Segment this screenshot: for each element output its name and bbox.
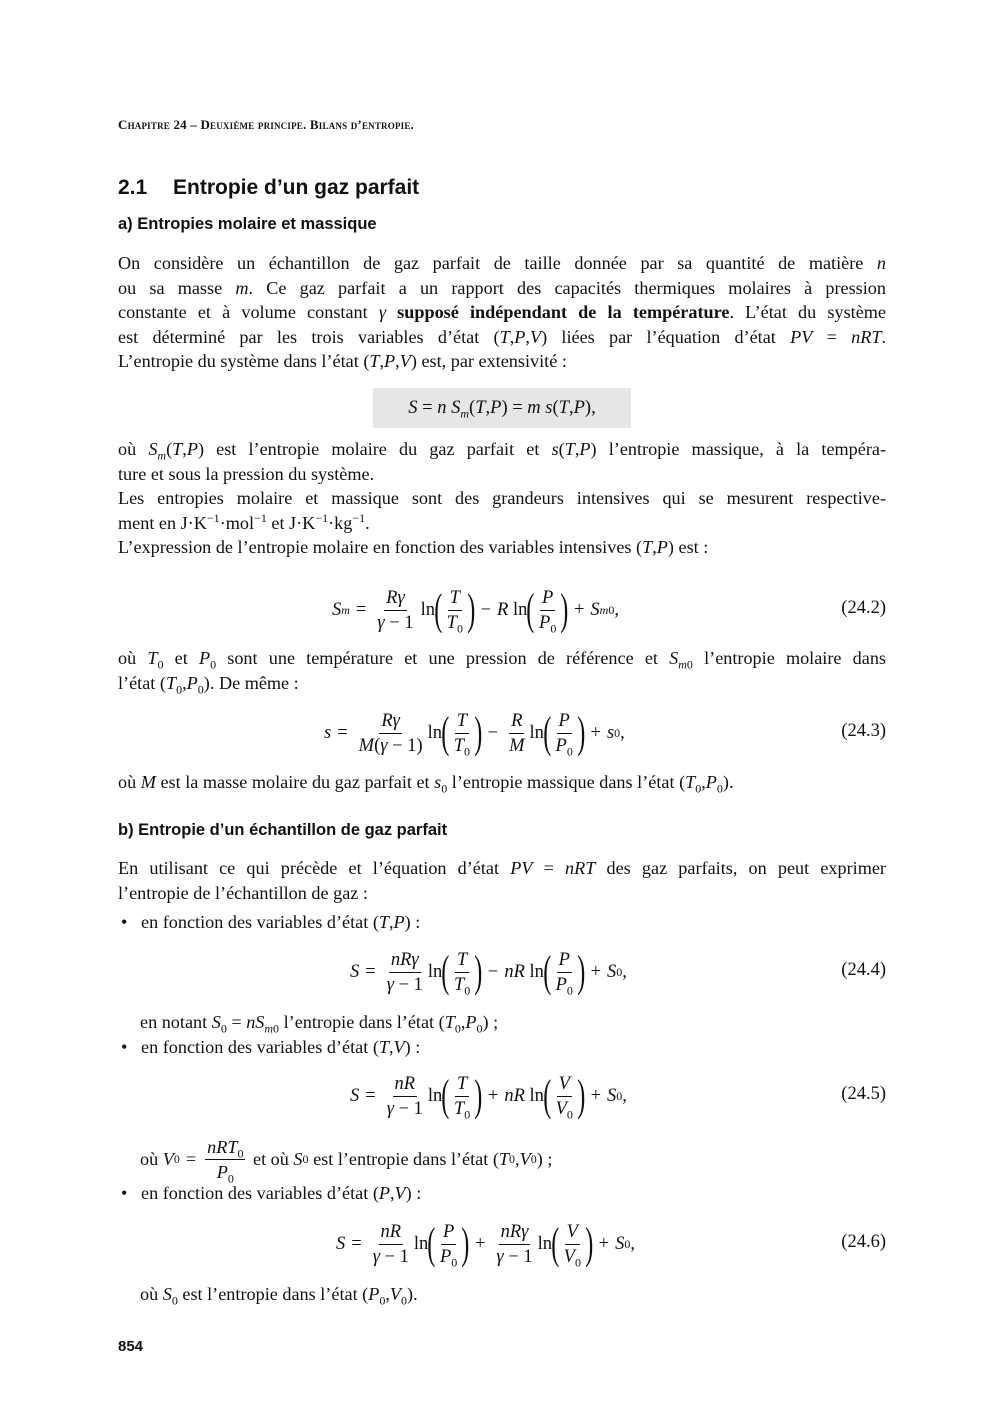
note1-a: en notant (140, 1012, 208, 1032)
note-s0-tp: en notant $S_0 = nS_{m0}$ l’entropie dans l’état $(T_0,P_0)$ ; (140, 1012, 499, 1036)
note2-c: est l’entropie dans l’état (313, 1148, 489, 1169)
p1-line5a: L’entropie du système dans l’état (118, 351, 359, 372)
page-number: 854 (118, 1338, 144, 1355)
subsection-b-heading: b) Entropie d’un échantillon de gaz parfait (118, 821, 448, 839)
note-s0-pv: où $S_0$ est l’entropie dans l’état $(P_0,V_0)$. (140, 1284, 418, 1308)
equation-24-2: S m = $\frac{R\gamma}{\gamma - 1}$ ln ( $\frac{T}{T_0}$ ) − R ln ( $\frac{P}{P_0}$ ) + S m0 , (24.2) (332, 585, 886, 636)
note3-a: où (140, 1284, 159, 1304)
p2-l1a: où (118, 439, 137, 459)
section-heading (118, 176, 419, 200)
bullet1-text: en fonction des variables d’état (141, 912, 369, 932)
equation-number-24-5: (24.5) (841, 1084, 886, 1104)
bullet-icon: • (121, 1037, 128, 1057)
p2-l4a: ment en J·K (118, 512, 207, 533)
bullet-item-tp: • en fonction des variables d’état (T,P) : (118, 910, 886, 935)
boxed-equation: S = n $S_m(T,P) = m$ s(T,P), (373, 388, 631, 428)
note3-b: est l’entropie dans l’état (182, 1284, 358, 1304)
p2-l4c: et J·K (271, 512, 316, 533)
p4-a: où (118, 772, 137, 792)
bullet-item-tv: • en fonction des variables d’état (T,V) : (118, 1035, 886, 1060)
paragraph-definitions: où $S_m(T,P)$ est l’entropie molaire du gaz parfait et s(T,P) l’entropie massique, à la tempéra- ture et sous la pression du système. Les entropies molaire et massique sont des grandeurs intensives qui se mesurent respective- ment en $J\cdot K^{-1}\cdot mol^{-1}$ et $J\cdot K^{-1}\cdot kg^{-1}$. L’expression de l’entropie molaire en fonction des variables intensives (T,P) est : (118, 439, 887, 558)
p4-b: est la masse molaire du gaz parfait et (160, 772, 430, 792)
p1-line2: ou sa masse (118, 277, 223, 298)
p1-bold-assumption: supposé indépendant de la température (397, 302, 730, 323)
p4-c: l’entropie massique dans l’état (451, 772, 675, 792)
equation-24-3: s = $\frac{R\gamma}{M(\gamma - 1)}$ ln ( $\frac{T}{T_0}$ ) − $\frac{R}{M}$ ln ( $\frac{P}{P_0}$ ) + s 0 , (24.3) (324, 708, 886, 759)
p1-line4a: est déterminé par les trois variables d’état (118, 326, 480, 347)
bullet2-text: en fonction des variables d’état (141, 1037, 369, 1057)
equation-number-24-6: (24.6) (841, 1232, 886, 1252)
paragraph-molar-mass: où M est la masse molaire du gaz parfait et $s_0$ l’entropie massique dans l’état $(T_0,P_0)$. (118, 772, 734, 796)
p1-line2b: . Ce gaz parfait a un rapport des capacités thermiques molaires à pression (248, 277, 886, 298)
paragraph-intro: On considère un échantillon de gaz parfait de taille donnée par sa quantité de matière n ou sa masse m. Ce gaz parfait a un rapport des capacités thermiques molaires à pression constante et à volume constant γ supposé indépendant de la température. L’état du système est déterminé par les trois variables d’état (T,P,V) liées par l’équation d’état PV = nRT. L’entropie du système dans l’état (T,P,V) est, par extensivité : (118, 253, 887, 372)
p3-l2b: . De même : (209, 672, 299, 693)
note-v0: où V 0 = $\frac{nRT_0}{P_0}$ et où S 0 est l’entropie dans l’état ( T 0 , V 0 ) ; (140, 1136, 553, 1186)
p2-l2: ture et sous la pression du système. (118, 463, 375, 484)
bullet3-text: en fonction des variables d’état (141, 1183, 369, 1203)
p1-line4b: liées par l’équation d’état (561, 326, 776, 347)
p2-l5b: est : (678, 537, 709, 558)
subsection-a-heading: a) Entropies molaire et massique (118, 215, 377, 233)
section-title: Entropie d’un gaz parfait (173, 176, 420, 199)
p3-l1a: où (118, 648, 137, 668)
p2-l1c: l’entropie massique, à la tempéra- (608, 439, 887, 459)
bullet-icon: • (121, 1183, 128, 1203)
section-number: 2.1 (118, 176, 148, 199)
p1-line5b: est, par extensivité : (421, 351, 567, 372)
equation-24-6: S = $\frac{nR}{\gamma - 1}$ ln ( $\frac{P}{P_0}$ ) + $\frac{\text{nRγ}}{\gamma - 1}$ ln ( $\frac{V}{V_0}$ ) + S 0 , (24.6) (336, 1219, 886, 1270)
p1-line3b: . L’état du système (729, 302, 886, 323)
equation-number-24-2: (24.2) (841, 598, 886, 618)
bullet-icon: • (121, 912, 128, 932)
bullet-item-pv: • en fonction des variables d’état (P,V) : (118, 1181, 886, 1206)
p2-l4b: ·mol (219, 512, 255, 533)
p2-l4d: ·kg (328, 512, 353, 533)
paragraph-sample: En utilisant ce qui précède et l’équation d’état PV = nRT des gaz parfaits, on peut exprimer l’entropie de l’échantillon de gaz : (118, 858, 886, 903)
p5-l1a: En utilisant ce qui précède et l’équation d’état (118, 858, 500, 878)
running-header (118, 117, 414, 133)
p3-l1b: et (174, 648, 188, 668)
p5-l2: l’entropie de l’échantillon de gaz : (118, 882, 368, 903)
equation-24-4: S = $\frac{\text{nRγ}}{\gamma - 1}$ ln ( $\frac{T}{T_0}$ ) − nR ln ( $\frac{P}{P_0}$ ) + S 0 , (24.4) (350, 947, 886, 998)
p5-l1b: des gaz parfaits, on peut exprimer (606, 858, 886, 878)
p3-l1d: l’entropie molaire dans (704, 648, 887, 668)
equation-24-5: S = $\frac{nR}{\gamma - 1}$ ln ( $\frac{T}{T_0}$ ) + nR ln ( $\frac{V}{V_0}$ ) + S 0 , (24.5) (350, 1071, 886, 1122)
equation-number-24-3: (24.3) (841, 721, 886, 741)
note1-b: l’entropie dans l’état (283, 1012, 435, 1032)
note2-a: où (140, 1148, 159, 1169)
p3-l2a: l’état (118, 672, 156, 693)
p3-l1c: sont une température et une pression de référence et (227, 648, 658, 668)
p2-l3: Les entropies molaire et massique sont des grandeurs intensives qui se mesurent respective- (118, 488, 886, 509)
p2-l1b: est l’entropie molaire du gaz parfait et (216, 439, 540, 459)
running-header-text: Chapitre 24 – Deuxième principe. Bilans d’entropie. (118, 117, 415, 132)
paragraph-reference: où $T_0$ et $P_0$ sont une température et une pression de référence et $S_{m0}$ l’entropie molaire dans l’état $(T_0,P_0)$. De même : (118, 648, 887, 697)
equation-number-24-4: (24.4) (841, 960, 886, 980)
p1-line3a: constante et à volume constant (118, 302, 368, 323)
note2-b: et où (253, 1148, 289, 1169)
p2-l5a: L’expression de l’entropie molaire en fonction des variables intensives (118, 537, 632, 558)
p1-line1: On considère un échantillon de gaz parfait de taille donnée par sa quantité de matière (118, 253, 864, 273)
